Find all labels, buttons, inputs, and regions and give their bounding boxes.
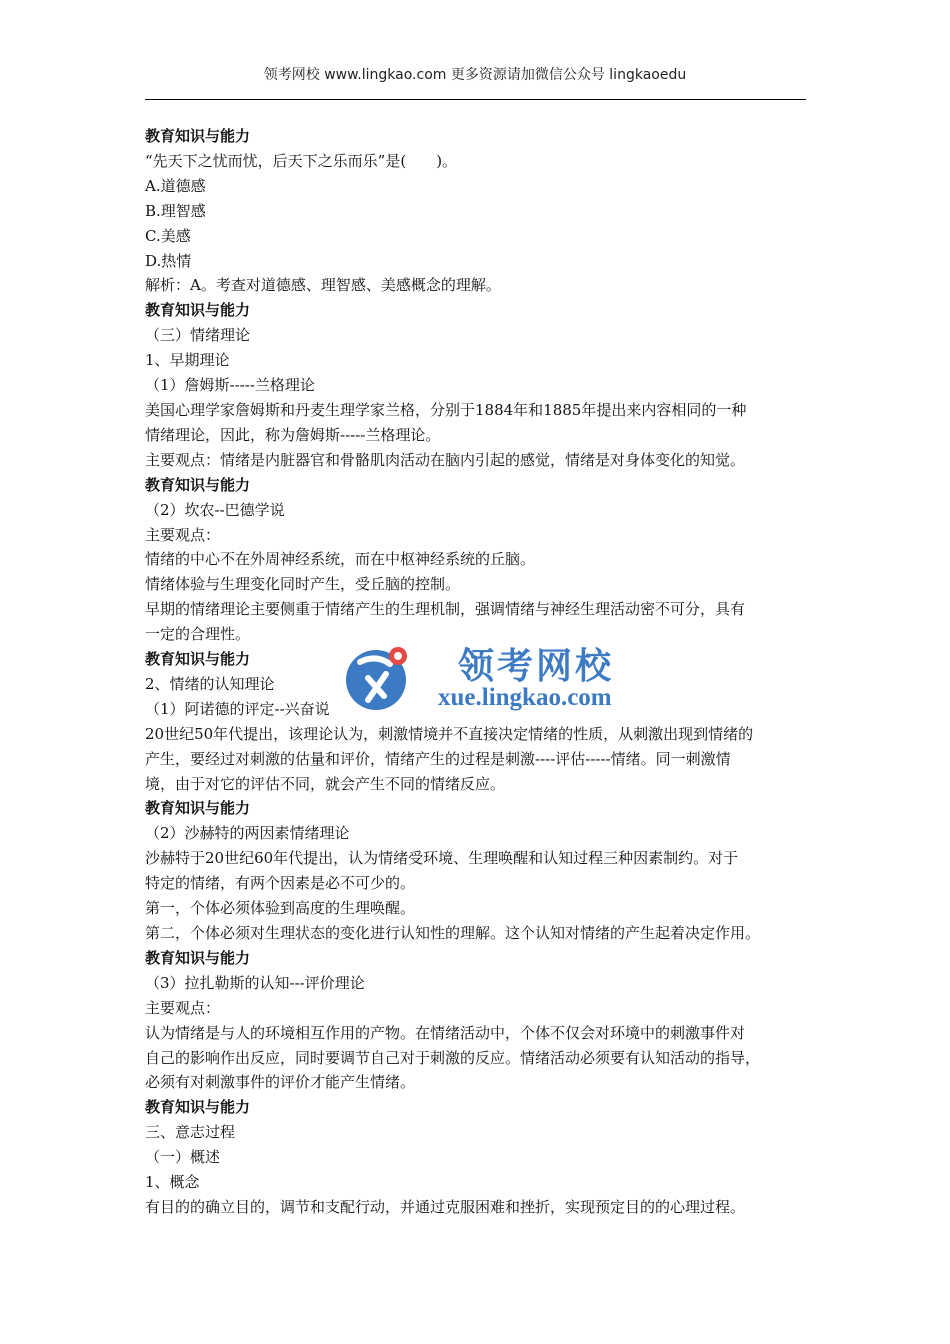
text-line: 早期的情绪理论主要侧重于情绪产生的生理机制，强调情绪与神经生理活动密不可分，具有: [145, 600, 746, 619]
text-line: 美国心理学家詹姆斯和丹麦生理学家兰格，分别于1884年和1885年提出来内容相同的一种: [145, 400, 747, 419]
header-divider: [145, 99, 806, 100]
watermark-en-text: xue.lingkao.com: [438, 684, 612, 711]
text-line: （2）沙赫特的两因素情绪理论: [145, 824, 350, 843]
text-line: 第二，个体必须对生理状态的变化进行认知性的理解。这个认知对情绪的产生起着决定作用。: [145, 924, 761, 942]
text-line: 2、情绪的认知理论: [145, 674, 275, 693]
text-line: 主要观点：: [145, 998, 221, 1017]
text-line: 沙赫特于20世纪60年代提出，认为情绪受环境、生理唤醒和认知过程三种因素制约。对于: [145, 849, 739, 868]
text-line: 境，由于对它的评估不同，就会产生不同的情绪反应。: [145, 774, 506, 793]
text-line: （1）詹姆斯-----兰格理论: [145, 376, 315, 395]
text-line: 解析：A。考查对道德感、理智感、美感概念的理解。: [145, 276, 501, 295]
section-heading: 教育知识与能力: [145, 799, 251, 818]
text-line: 有目的的确立目的，调节和支配行动，并通过克服困难和挫折，实现预定目的的心理过程。: [145, 1197, 746, 1216]
text-line: 1、早期理论: [145, 351, 230, 370]
text-line: （三）情绪理论: [145, 326, 251, 345]
text-line: （1）阿诺德的评定--兴奋说: [145, 699, 330, 718]
text-line: 三、意志过程: [145, 1123, 236, 1142]
text-line: 特定的情绪，有两个因素是必不可少的。: [145, 874, 416, 893]
text-line: D.热情: [145, 251, 192, 270]
text-line: （一）概述: [145, 1148, 221, 1167]
watermark: [338, 636, 638, 718]
section-heading: 教育知识与能力: [145, 475, 251, 494]
text-line: 情绪理论，因此，称为詹姆斯-----兰格理论。: [145, 425, 441, 444]
text-line: 第一，个体必须体验到高度的生理唤醒。: [145, 899, 416, 918]
text-line: 主要观点：情绪是内脏器官和骨骼肌肉活动在脑内引起的感觉，情绪是对身体变化的知觉。: [145, 450, 746, 469]
section-heading: 教育知识与能力: [145, 650, 251, 669]
watermark-cn-text: 领考网校: [458, 645, 615, 687]
text-line: （3）拉扎勒斯的认知---评价理论: [145, 973, 365, 992]
text-line: 认为情绪是与人的环境相互作用的产物。在情绪活动中，个体不仅会对环境中的刺激事件对: [145, 1023, 746, 1042]
section-heading: 教育知识与能力: [145, 127, 251, 145]
text-line: 必须有对刺激事件的评价才能产生情绪。: [145, 1073, 416, 1092]
section-heading: 教育知识与能力: [145, 948, 251, 967]
text-line: 20世纪50年代提出，该理论认为，刺激情境并不直接决定情绪的性质，从刺激出现到情绪的: [145, 724, 754, 743]
text-line: “先天下之忧而忧，后天下之乐而乐”是( )。: [145, 151, 458, 170]
text-line: 情绪体验与生理变化同时产生，受丘脑的控制。: [145, 575, 461, 594]
text-line: 产生，要经过对刺激的估量和评价，情绪产生的过程是刺激----评估-----情绪。同一刺激情: [145, 749, 731, 768]
text-line: 一定的合理性。: [145, 625, 251, 644]
text-line: 情绪的中心不在外周神经系统，而在中枢神经系统的丘脑。: [145, 550, 536, 569]
section-heading: 教育知识与能力: [145, 1098, 251, 1117]
section-heading: 教育知识与能力: [145, 301, 251, 320]
text-line: （2）坎农--巴德学说: [145, 500, 285, 519]
page-header: 领考网校 www.lingkao.com 更多资源请加微信公众号 lingkaoedu: [263, 67, 687, 83]
watermark-logo-icon: [338, 636, 428, 718]
text-line: B.理智感: [145, 201, 206, 220]
text-line: 主要观点：: [145, 525, 221, 544]
text-line: 自己的影响作出反应，同时要调节自己对于刺激的反应。情绪活动必须要有认知活动的指导，: [145, 1048, 761, 1067]
text-line: A.道德感: [145, 176, 206, 195]
text-line: C.美感: [145, 226, 191, 245]
text-line: 1、概念: [145, 1173, 200, 1192]
